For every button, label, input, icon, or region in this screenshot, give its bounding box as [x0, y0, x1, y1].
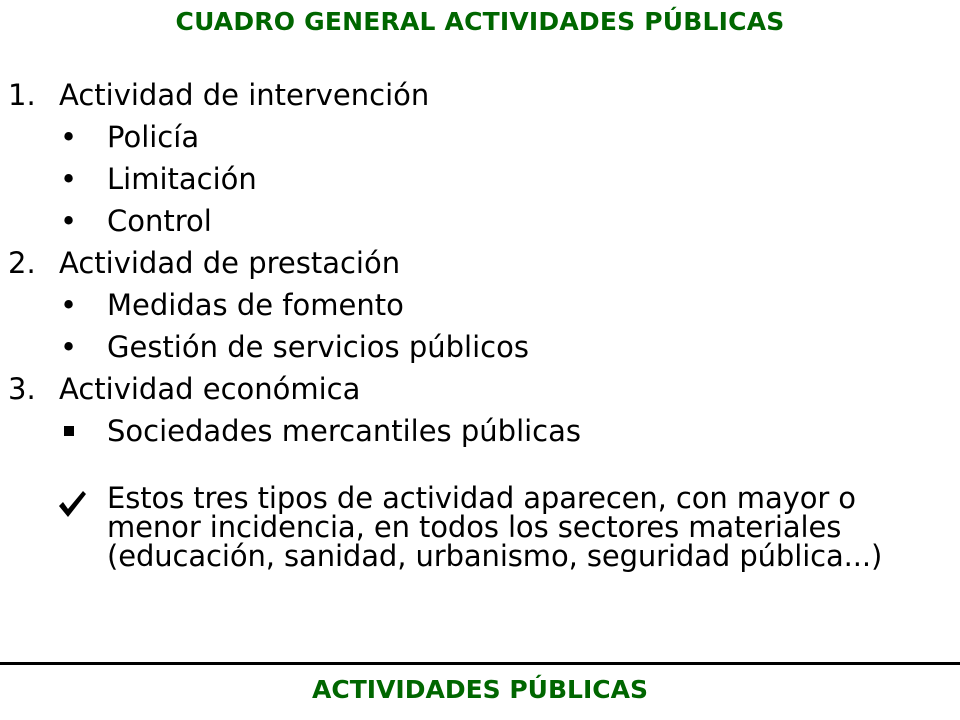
- sub-item-label: Medidas de fomento: [107, 288, 404, 322]
- round-bullet-icon: •: [60, 162, 78, 196]
- sub-item-label: Gestión de servicios públicos: [107, 330, 529, 364]
- summary-note: [8, 481, 937, 573]
- list-label-2: Actividad de prestación: [59, 246, 401, 280]
- sub-item: [8, 158, 948, 200]
- round-bullet-icon: •: [60, 288, 78, 322]
- list-number-1: 1.: [8, 78, 36, 112]
- square-bullet-icon: [64, 426, 74, 436]
- sub-item: [8, 116, 948, 158]
- spacer: [8, 452, 948, 484]
- list-number-3: 3.: [8, 372, 36, 406]
- footer-divider: [0, 662, 960, 665]
- list-label-3: Actividad económica: [59, 372, 361, 406]
- sub-item: [8, 284, 948, 326]
- list-item-1: [8, 74, 948, 116]
- slide-title: CUADRO GENERAL ACTIVIDADES PÚBLICAS: [175, 7, 785, 36]
- footer-title: ACTIVIDADES PÚBLICAS: [312, 675, 648, 704]
- sub-item: [8, 410, 948, 452]
- list-item-2: [8, 242, 948, 284]
- list-item-3: [8, 368, 948, 410]
- round-bullet-icon: •: [60, 204, 78, 238]
- sub-item-label: Policía: [107, 120, 200, 154]
- list-label-1: Actividad de intervención: [59, 78, 430, 112]
- activity-list: [8, 74, 948, 571]
- sub-item-label: Control: [107, 204, 212, 238]
- list-number-2: 2.: [8, 246, 36, 280]
- summary-note-text: Estos tres tipos de actividad aparecen, con mayor o menor incidencia, en todos los sectores materiales (educación, sanidad, urbanismo, seguridad pública...): [107, 481, 883, 573]
- sub-item-label: Limitación: [107, 162, 257, 196]
- sub-item: [8, 326, 948, 368]
- round-bullet-icon: •: [60, 330, 78, 364]
- sub-item-label: Sociedades mercantiles públicas: [107, 414, 582, 448]
- check-icon: [56, 487, 88, 521]
- sub-item: [8, 200, 948, 242]
- round-bullet-icon: •: [60, 120, 78, 154]
